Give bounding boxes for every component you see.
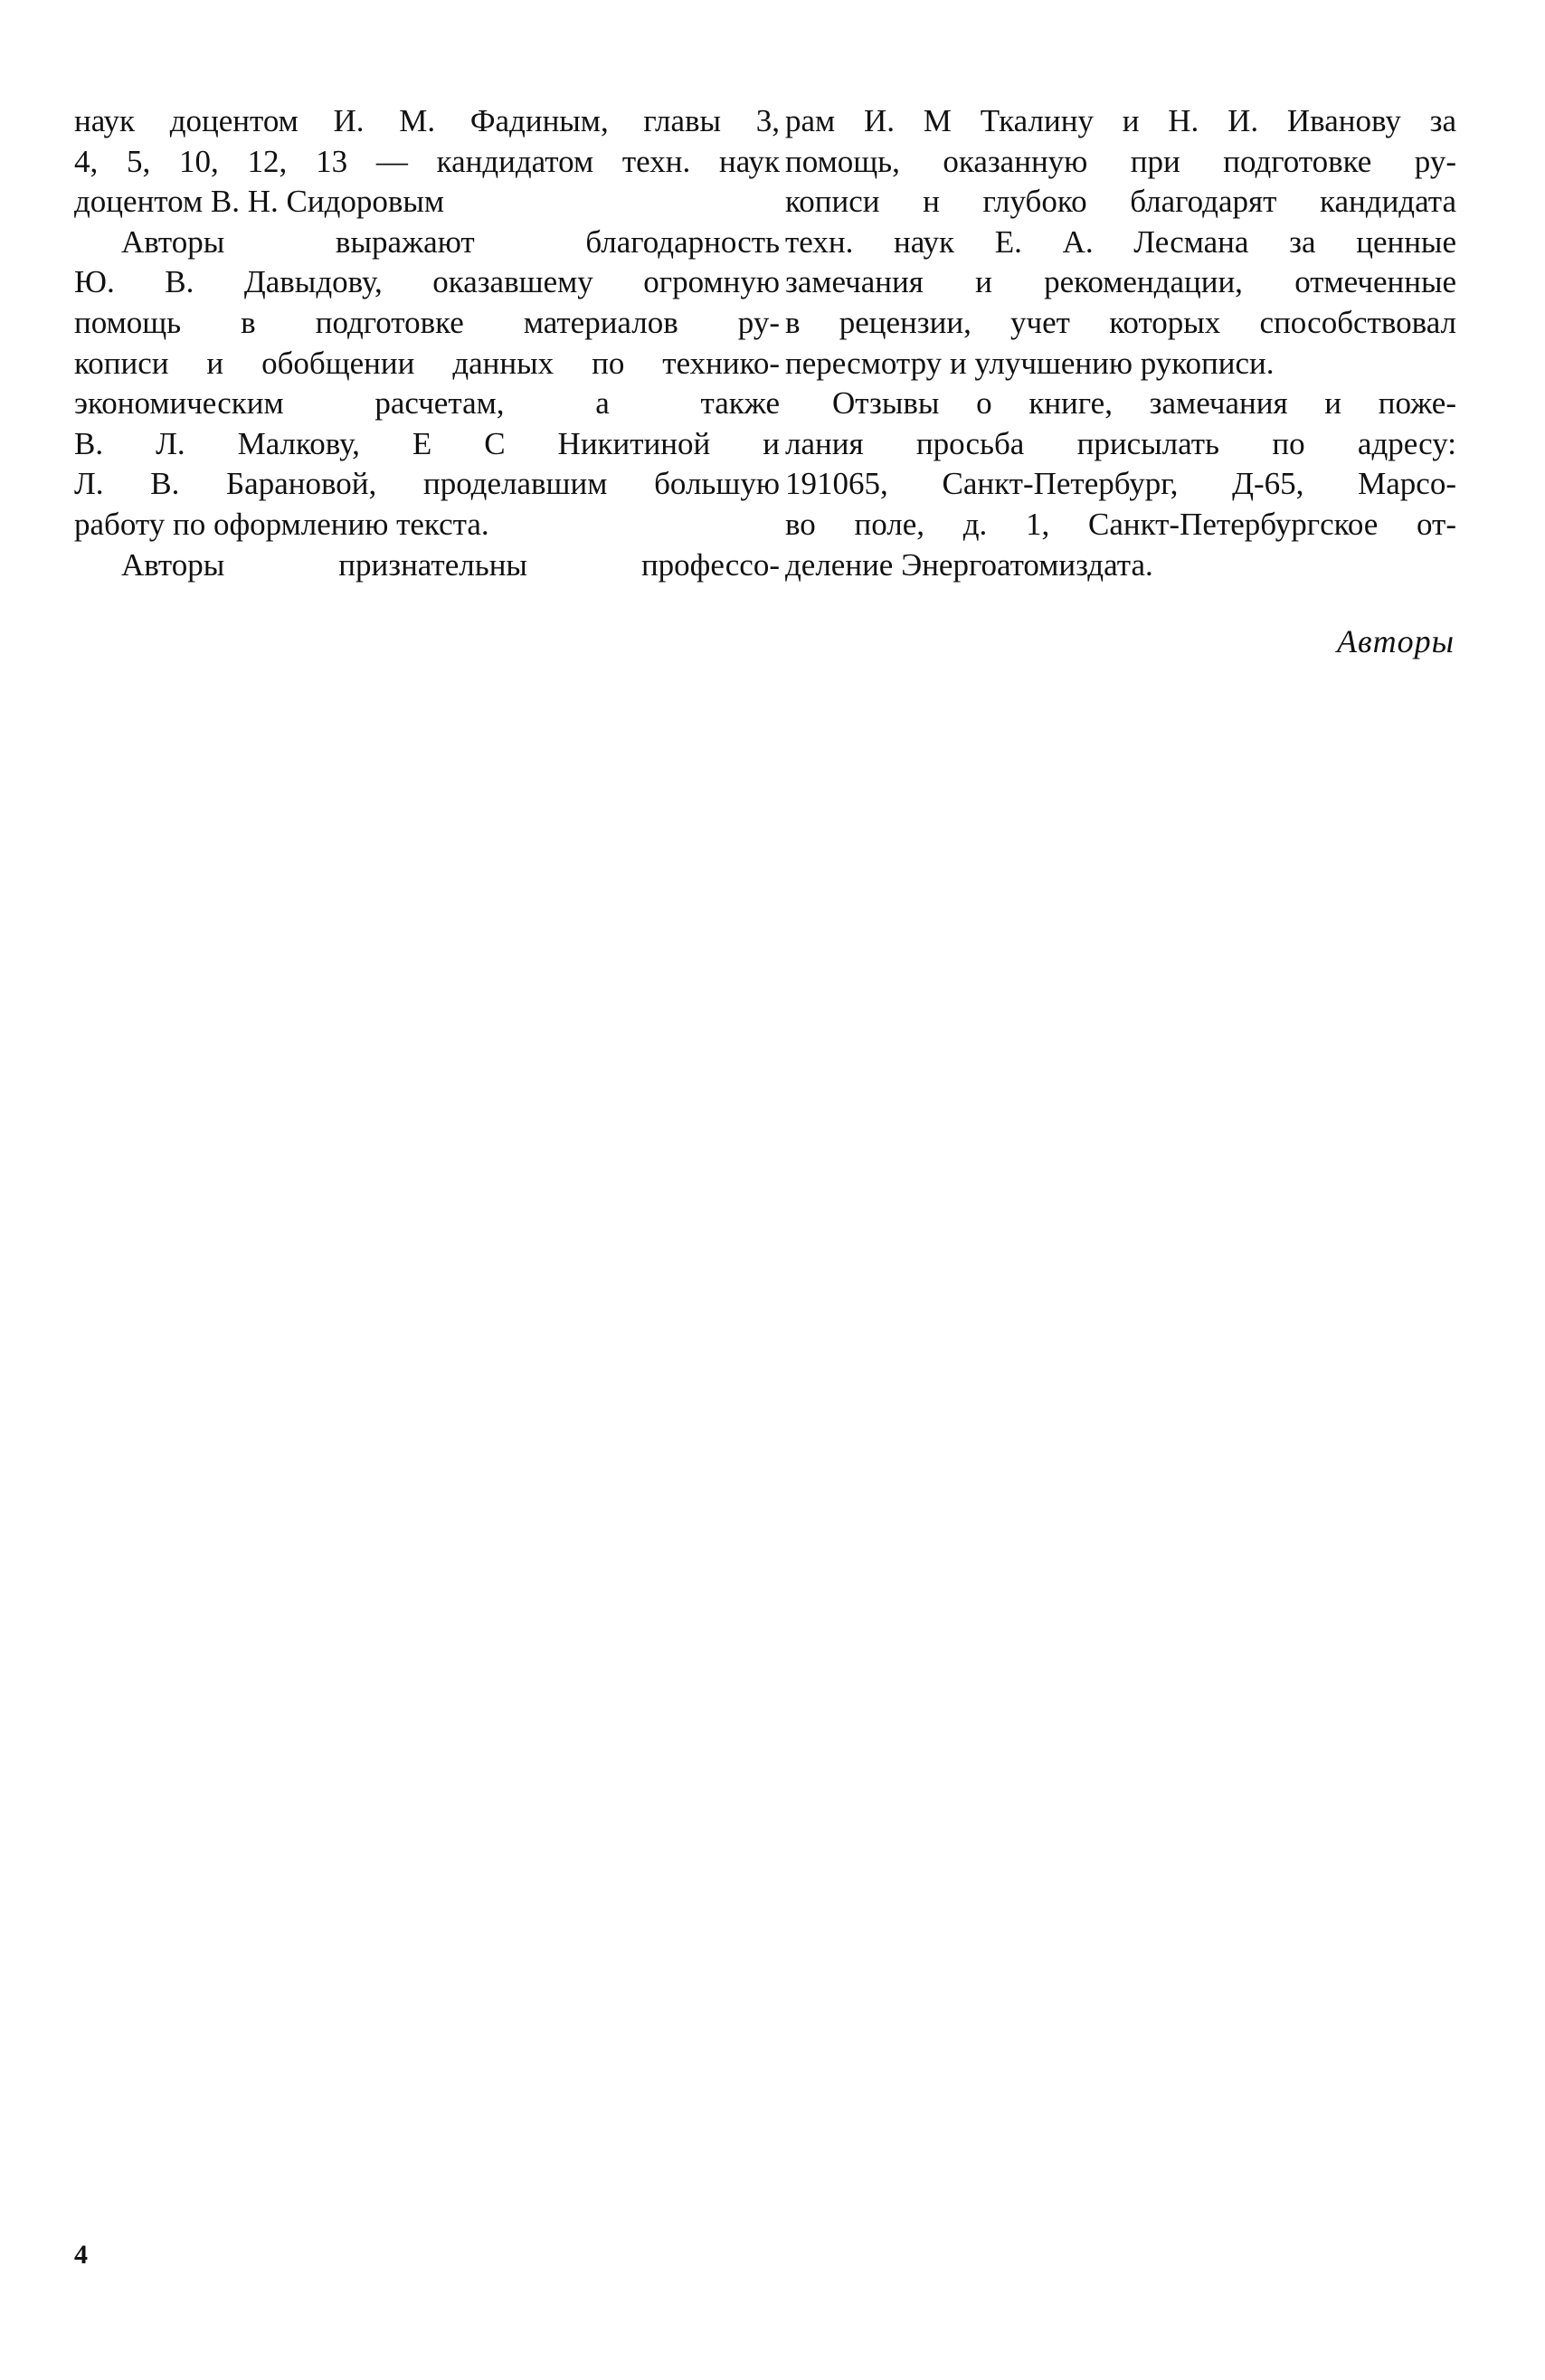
text-line: лания просьба присылать по адресу: <box>785 425 1456 461</box>
text-line: рам И. М Ткалину и Н. И. Иванову за <box>785 103 1456 138</box>
text-line: кописи и обобщении данных по технико- <box>74 345 780 381</box>
authors-signature: Авторы <box>1337 623 1455 659</box>
text-line: доцентом В. Н. Сидоровым <box>74 184 445 220</box>
text-line: во поле, д. 1, Санкт-Петербургское от- <box>785 506 1456 542</box>
text-line: Л. В. Барановой, проделавшим большую <box>74 466 780 502</box>
text-line: замечания и рекомендации, отмеченные <box>785 264 1456 300</box>
text-line: наук доцентом И. М. Фадиным, главы 3, <box>74 103 780 138</box>
text-line: помощь, оказанную при подготовке ру- <box>785 143 1456 179</box>
text-line: 191065, Санкт-Петербург, Д-65, Марсо- <box>785 466 1456 502</box>
left-text-column <box>74 101 780 585</box>
text-line: техн. наук Е. А. Лесмана за ценные <box>785 223 1456 260</box>
page-number: 4 <box>74 2240 88 2270</box>
text-line: кописи н глубоко благодарят кандидата <box>785 184 1456 220</box>
right-text-column <box>785 101 1456 585</box>
text-line: В. Л. Малкову, Е С Никитиной и <box>74 425 780 461</box>
paragraph-start-line: Авторы признательны профессо- <box>121 546 780 583</box>
paragraph-start-line: Авторы выражают благодарность <box>121 223 780 260</box>
text-line: пересмотру и улучшению рукописи. <box>785 345 1275 381</box>
text-line: работу по оформлению текста. <box>74 506 489 542</box>
paragraph-start-line: Отзывы о книге, замечания и поже- <box>832 385 1456 422</box>
text-line: в рецензии, учет которых способствовал <box>785 304 1456 340</box>
text-line: помощь в подготовке материалов ру- <box>74 304 780 340</box>
text-line: 4, 5, 10, 12, 13 — кандидатом техн. наук <box>74 143 780 179</box>
text-line: экономическим расчетам, а также <box>74 385 780 422</box>
text-line: деление Энергоатомиздата. <box>785 546 1153 583</box>
text-line: Ю. В. Давыдову, оказавшему огромную <box>74 264 780 300</box>
